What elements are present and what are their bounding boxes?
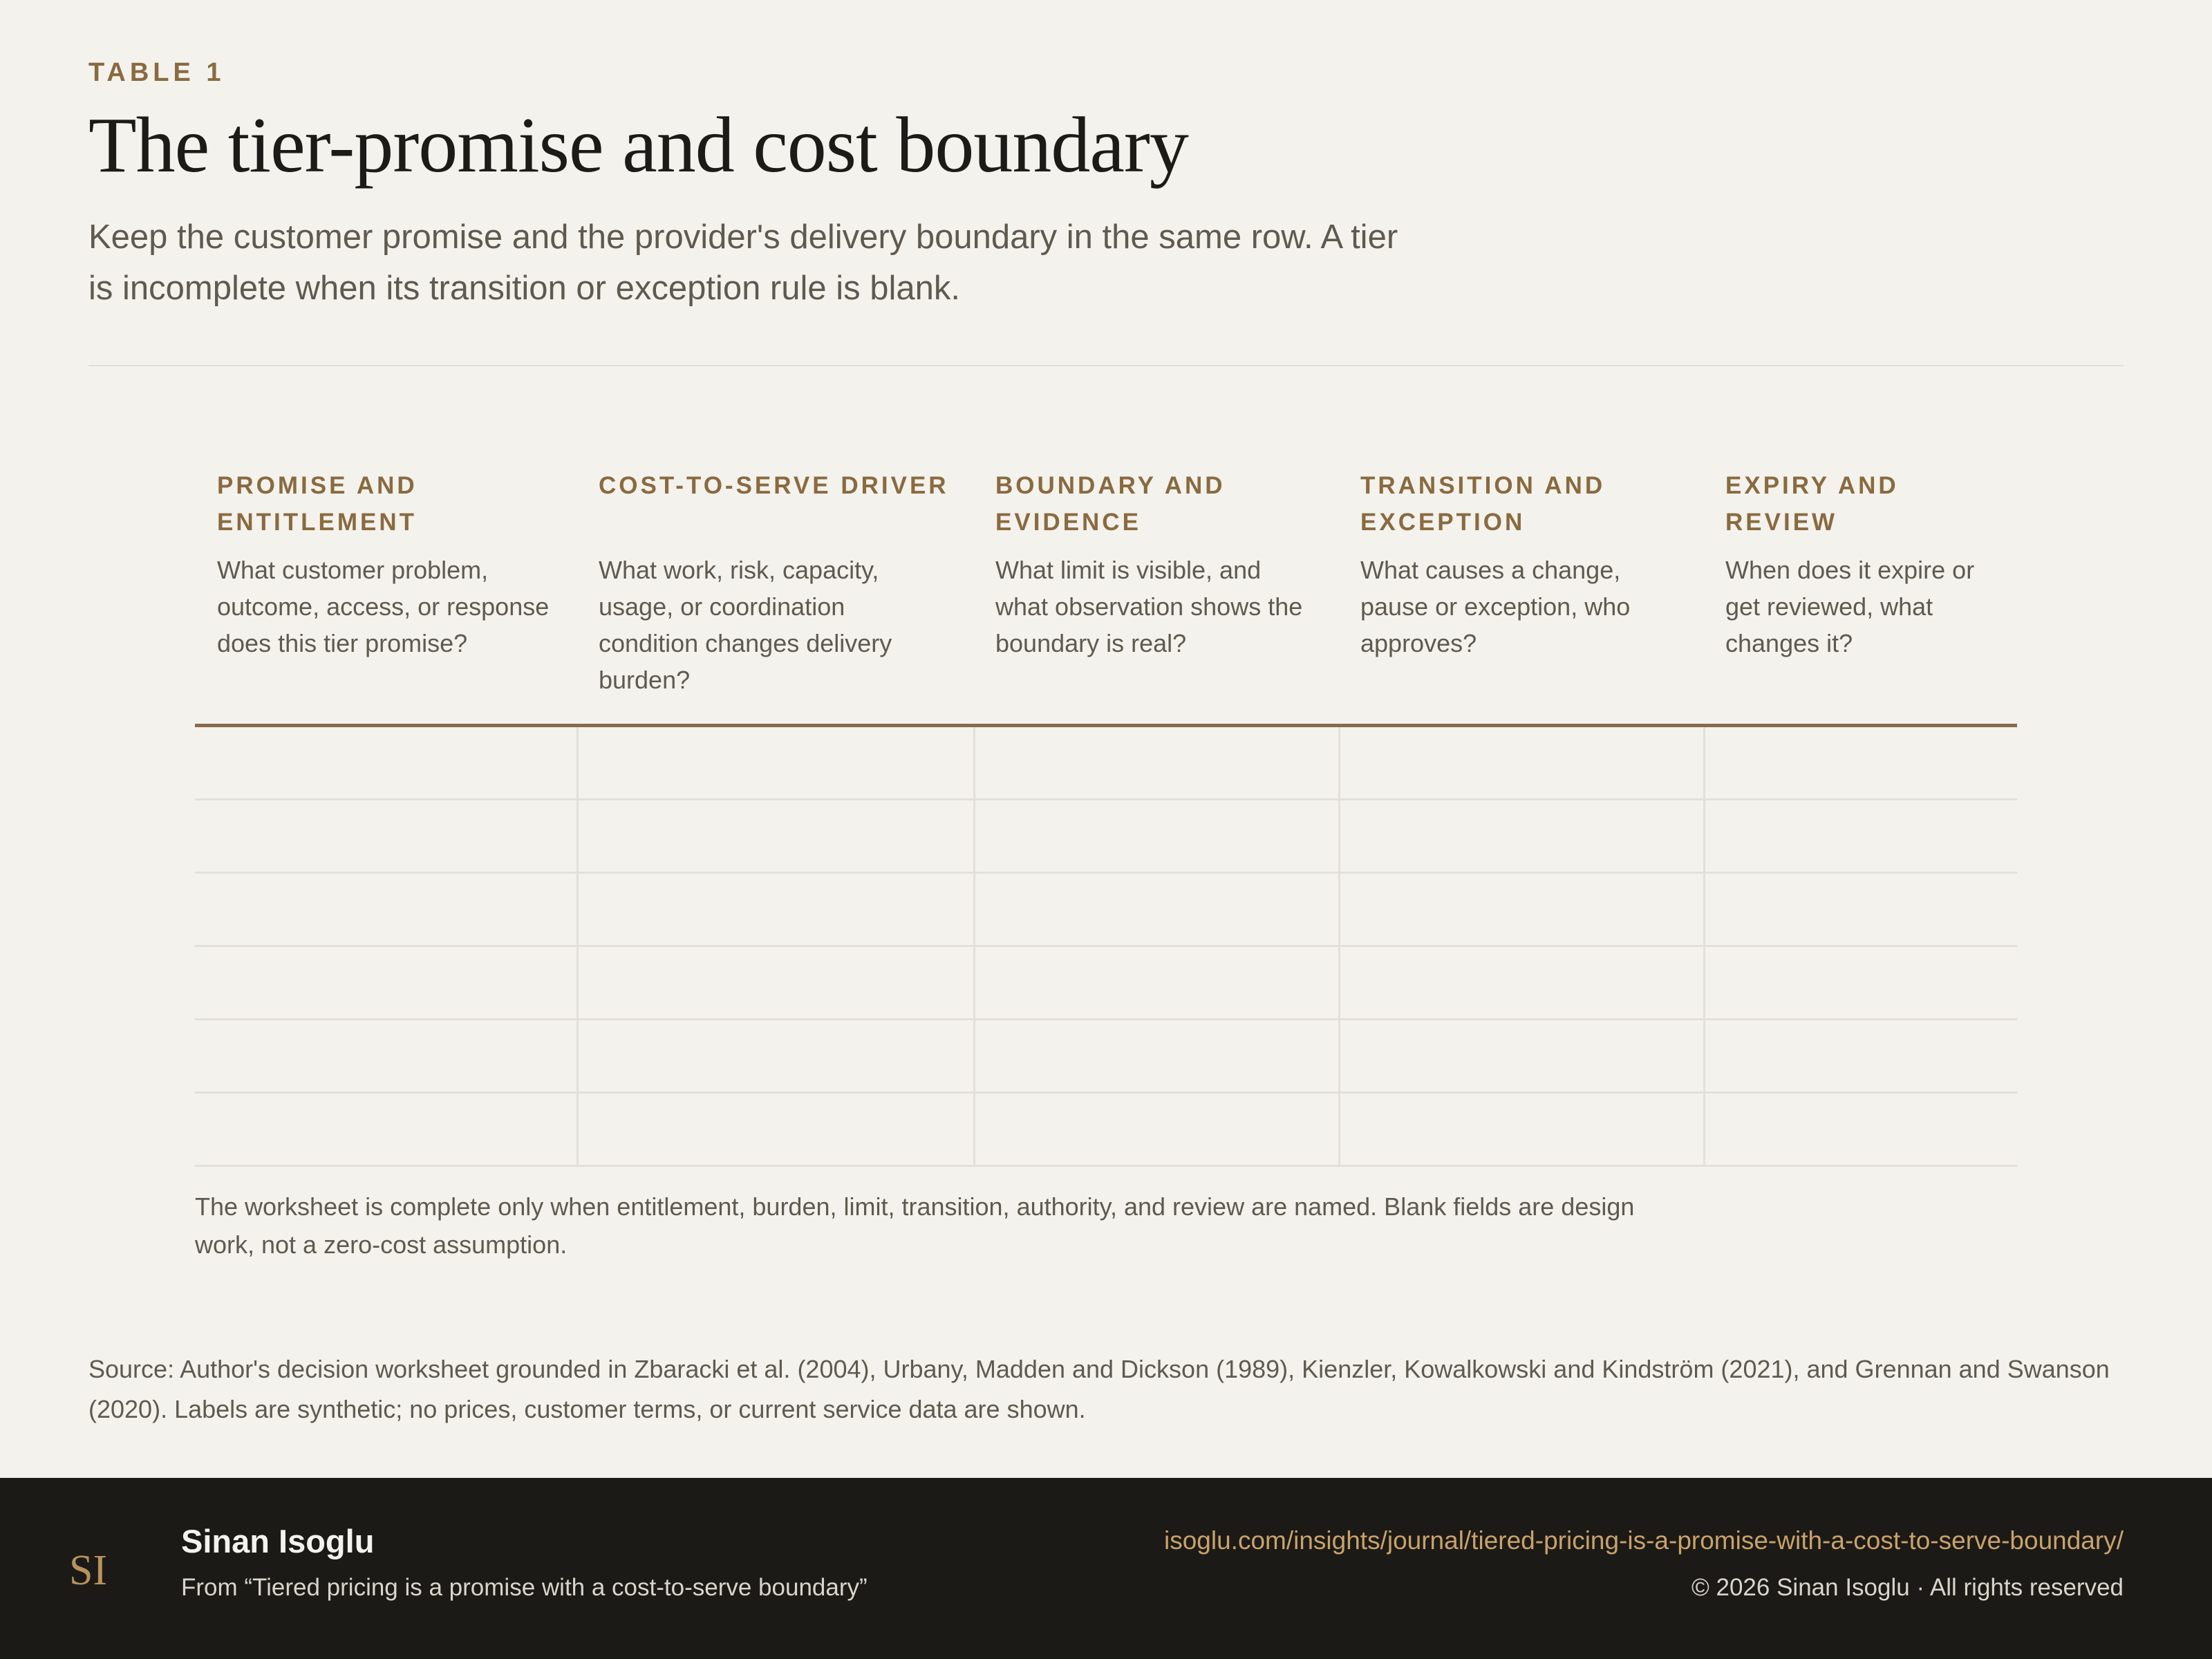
table-cell[interactable] <box>973 874 1338 945</box>
column-header-cost-driver <box>577 455 973 724</box>
column-header-expiry <box>1703 455 2017 724</box>
table-row <box>195 874 2017 947</box>
column-prompt: What causes a change, pause or exception, who approves? <box>1360 556 1631 657</box>
copyright-notice: © 2026 Sinan Isoglu · All rights reserved <box>1691 1574 2124 1601</box>
table-cell[interactable] <box>195 1094 577 1165</box>
column-header-transition <box>1338 455 1703 724</box>
header-divider <box>88 365 2124 366</box>
column-prompt: When does it expire or get reviewed, what changes it? <box>1725 556 1975 657</box>
column-label: EXPIRY AND REVIEW <box>1725 472 1899 536</box>
article-link[interactable]: isoglu.com/insights/journal/tiered-pricing-is-a-promise-with-a-cost-to-serve-boundary/ <box>1163 1526 2124 1555</box>
table-cell[interactable] <box>577 800 973 872</box>
table-cell[interactable] <box>973 947 1338 1018</box>
table-cell[interactable] <box>577 947 973 1018</box>
column-label: BOUNDARY AND EVIDENCE <box>995 472 1226 536</box>
table-cell[interactable] <box>577 1020 973 1091</box>
table-cell[interactable] <box>1338 1020 1703 1091</box>
monogram-letters: SI <box>69 1547 108 1594</box>
table-cell[interactable] <box>1338 947 1703 1018</box>
table-row <box>195 1094 2017 1167</box>
page-footer <box>0 1478 2212 1659</box>
table-cell[interactable] <box>1338 727 1703 798</box>
column-label: PROMISE AND ENTITLEMENT <box>217 472 418 536</box>
column-label: TRANSITION AND EXCEPTION <box>1360 472 1606 536</box>
table-row <box>195 1020 2017 1094</box>
table-cell[interactable] <box>973 800 1338 872</box>
table-row <box>195 727 2017 800</box>
table-cell[interactable] <box>973 727 1338 798</box>
table-row <box>195 947 2017 1020</box>
table-body <box>195 727 2017 1167</box>
table-cell[interactable] <box>973 1094 1338 1165</box>
page-title: The tier-promise and cost boundary <box>88 101 1188 189</box>
table-cell[interactable] <box>577 727 973 798</box>
table-cell[interactable] <box>1703 1094 2017 1165</box>
table-cell[interactable] <box>577 1094 973 1165</box>
table-cell[interactable] <box>195 1020 577 1091</box>
table-cell[interactable] <box>1338 1094 1703 1165</box>
table-cell[interactable] <box>973 1020 1338 1091</box>
table-cell[interactable] <box>1703 1020 2017 1091</box>
table-cell[interactable] <box>195 947 577 1018</box>
table-cell[interactable] <box>195 800 577 872</box>
table-header-row <box>195 455 2017 727</box>
column-prompt: What customer problem, outcome, access, or response does this tier promise? <box>217 556 550 657</box>
table-cell[interactable] <box>1703 727 2017 798</box>
table-cell[interactable] <box>1703 874 2017 945</box>
table-cell[interactable] <box>1338 800 1703 872</box>
table-cell[interactable] <box>577 874 973 945</box>
table-cell[interactable] <box>1703 947 2017 1018</box>
column-label: COST-TO-SERVE DRIVER <box>599 472 949 499</box>
table-cell[interactable] <box>195 727 577 798</box>
table-cell[interactable] <box>1703 800 2017 872</box>
worksheet-note: The worksheet is complete only when entitlement, burden, limit, transition, authority, and review are named. Blank fields are design work, not a zero-cost assumption. <box>195 1192 1635 1259</box>
source-note: Source: Author's decision worksheet grounded in Zbaracki et al. (2004), Urbany, Madden and Dickson (1989), Kienzler, Kowalkowski and Kindström (2021), and Grennan and Swanson (2020). Labels are synthetic; no prices, customer terms, or current service data are shown. <box>88 1355 2110 1423</box>
page-subtitle: Keep the customer promise and the provider's delivery boundary in the same row. A tier is incomplete when its transition or exception rule is blank. <box>88 218 1398 307</box>
table-cell[interactable] <box>1338 874 1703 945</box>
author-name: Sinan Isoglu <box>181 1523 375 1559</box>
column-prompt: What limit is visible, and what observation shows the boundary is real? <box>995 556 1303 657</box>
table-eyebrow: TABLE 1 <box>88 58 225 87</box>
worksheet-table <box>195 455 2017 1167</box>
column-header-boundary <box>973 455 1338 724</box>
monogram-logo-icon <box>64 1540 119 1595</box>
article-reference: From “Tiered pricing is a promise with a cost-to-serve boundary” <box>181 1574 868 1601</box>
column-prompt: What work, risk, capacity, usage, or coordination condition changes delivery burden? <box>599 556 892 694</box>
column-header-promise <box>195 455 577 724</box>
table-cell[interactable] <box>195 874 577 945</box>
table-row <box>195 800 2017 874</box>
